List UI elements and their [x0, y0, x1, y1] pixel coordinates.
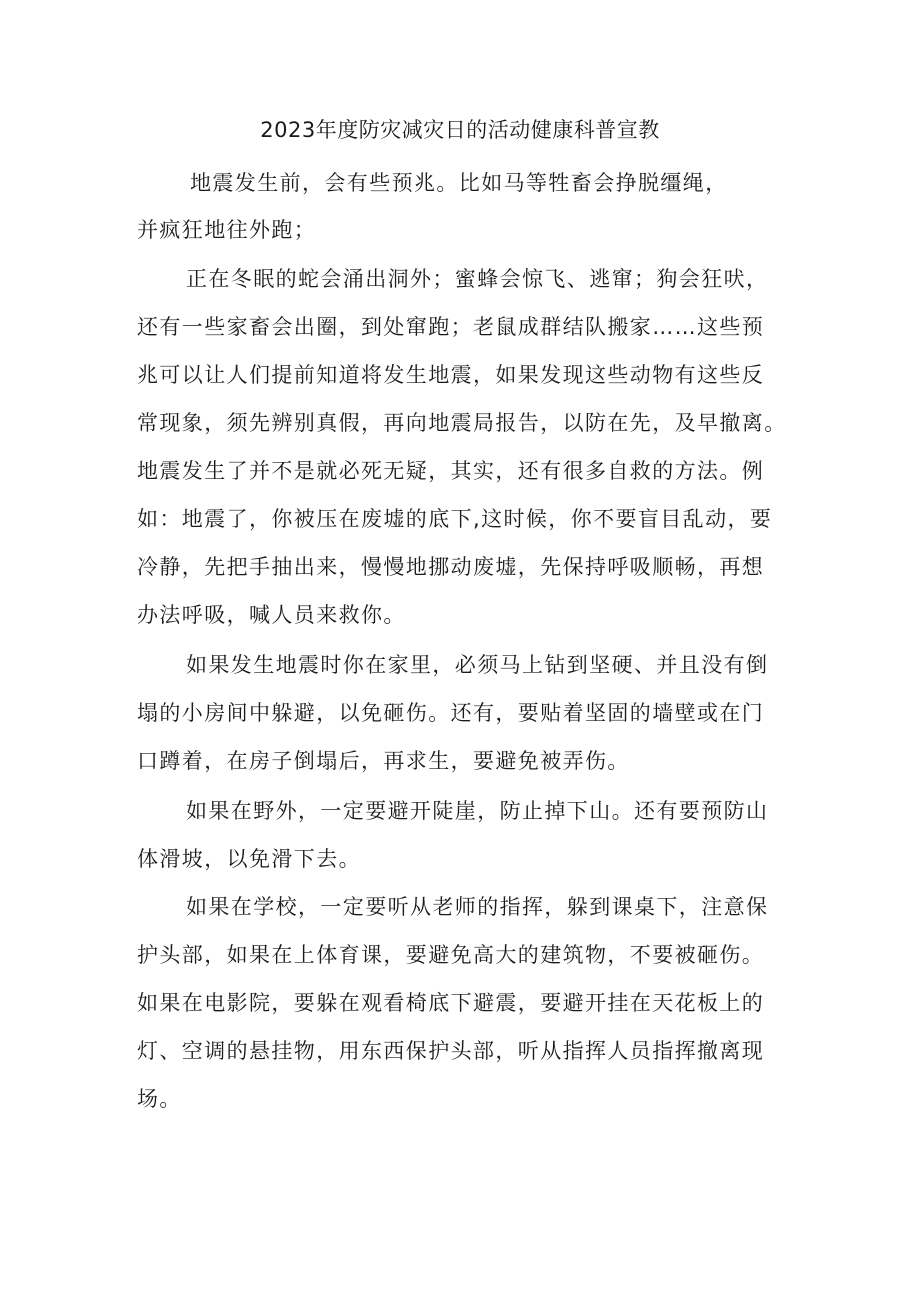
paragraph-line: 如：地震了，你被压在废墟的底下,这时候，你不要盲目乱动，要 — [137, 507, 773, 531]
paragraph-line: 兆可以让人们提前知道将发生地震，如果发现这些动物有这些反 — [137, 363, 765, 387]
paragraph-line: 护头部，如果在上体育课，要避免高大的建筑物，不要被砸伤。 — [137, 943, 765, 967]
paragraph-line: 正在冬眠的蛇会涌出洞外；蜜蜂会惊飞、逃窜；狗会狂吠， — [186, 267, 769, 291]
paragraph-line: 塌的小房间中躲避，以免砸伤。还有，要贴着坚固的墙壁或在门 — [137, 701, 765, 725]
paragraph-line: 口蹲着，在房子倒塌后，再求生，要避免被弄伤。 — [137, 749, 630, 773]
paragraph-line: 体滑坡，以免滑下去。 — [137, 847, 361, 871]
paragraph-line: 冷静，先把手抽出来，慢慢地挪动废墟，先保持呼吸顺畅，再想 — [137, 555, 765, 579]
paragraph-line: 还有一些家畜会出圈，到处窜跑；老鼠成群结队搬家……这些预 — [137, 315, 765, 339]
paragraph-line: 灯、空调的悬挂物，用东西保护头部，听从指挥人员指挥撤离现 — [137, 1039, 765, 1063]
paragraph-line: 场。 — [137, 1087, 182, 1111]
paragraph-line: 如果发生地震时你在家里，必须马上钻到坚硬、并且没有倒 — [186, 653, 769, 677]
paragraph-line: 如果在野外，一定要避开陡崖，防止掉下山。还有要预防山 — [186, 799, 769, 823]
paragraph-line: 地震发生前，会有些预兆。比如马等牲畜会挣脱缰绳， — [190, 171, 728, 195]
paragraph-line: 地震发生了并不是就必死无疑，其实，还有很多自救的方法。例 — [137, 459, 765, 483]
paragraph-line: 如果在学校，一定要听从老师的指挥，躲到课桌下，注意保 — [186, 895, 769, 919]
paragraph-line: 常现象，须先辨别真假，再向地震局报告，以防在先，及早撤离。 — [137, 411, 787, 435]
paragraph-line: 办法呼吸，喊人员来救你。 — [137, 603, 406, 627]
paragraph-line: 并疯狂地往外跑； — [137, 218, 317, 242]
paragraph-line: 如果在电影院，要躲在观看椅底下避震，要避开挂在天花板上的 — [137, 991, 765, 1015]
document-title: 2023年度防灾减灾日的活动健康科普宣教 — [260, 118, 660, 142]
